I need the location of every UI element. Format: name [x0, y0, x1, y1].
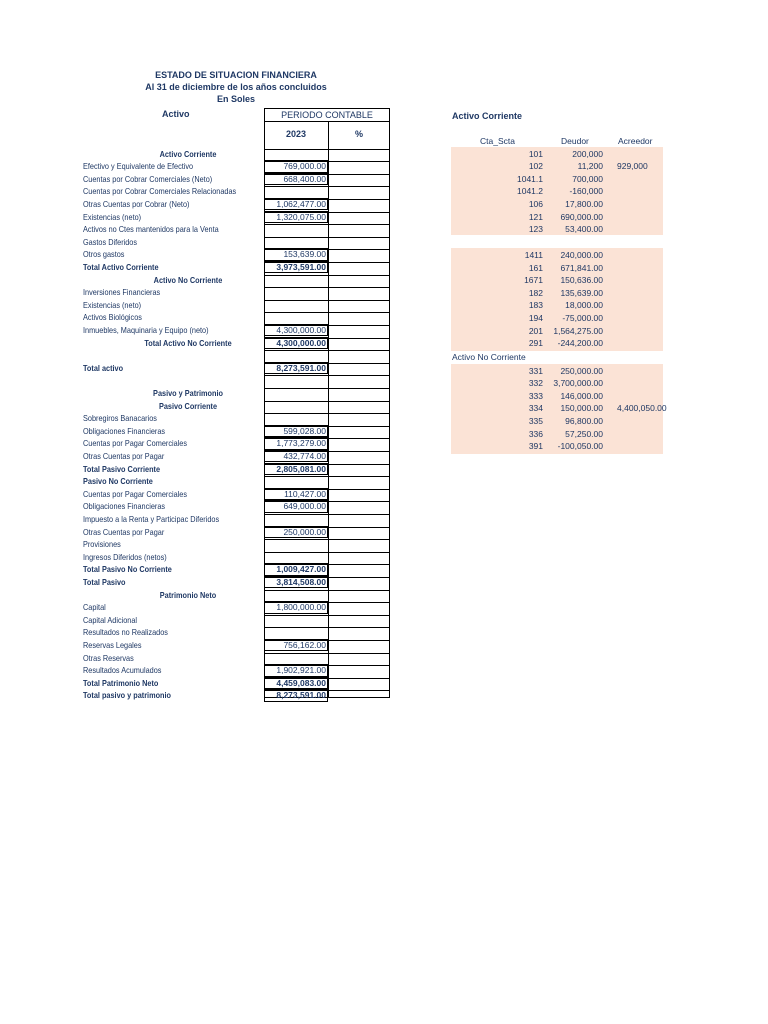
ledger-row: [451, 185, 663, 198]
row-value: 8,273,591.00: [276, 362, 326, 373]
ledger-row: [451, 312, 663, 325]
ledger-deudor: 96,800.00: [565, 415, 603, 426]
ledger-cuenta: 1041.2: [517, 186, 543, 197]
col-acreedor-header: Acreedor: [618, 136, 653, 146]
row-value: 4,459,083.00: [276, 677, 326, 688]
row-label: Inversiones Financieras: [83, 287, 161, 298]
ledger-row: [451, 377, 663, 390]
grid-row-line: [265, 275, 389, 288]
ledger-cuenta: 291: [528, 338, 543, 349]
grid-row-line: [265, 401, 389, 414]
row-label: Otras Reservas: [83, 652, 134, 663]
ledger-deudor: 150,000.00: [560, 403, 603, 414]
ledger-row: [451, 211, 663, 224]
row-value: 3,973,591.00: [276, 261, 326, 272]
row-label: Sobregiros Banacarios: [83, 413, 157, 424]
row-label: Total Activo Corriente: [83, 261, 159, 272]
ledger-row: [451, 325, 663, 338]
ledger-cuenta: 333: [528, 390, 543, 401]
ledger-acreedor: 929,000: [617, 161, 648, 172]
row-label: Total Activo No Corriente: [144, 337, 232, 348]
ledger-deudor: 150,636.00: [560, 275, 603, 286]
row-value: 1,062,477.00: [276, 198, 326, 209]
row-label: Existencias (neto): [83, 299, 142, 310]
ledger-row: [451, 148, 663, 161]
ledger-row: [451, 287, 663, 300]
ledger-cuenta: 194: [528, 313, 543, 323]
grid-row-line: [265, 388, 389, 401]
ledger-cuenta: 183: [528, 300, 543, 311]
ledger-deudor: -160,000: [569, 186, 603, 197]
ledger-cuenta: 1041.1: [517, 173, 543, 184]
ledger-row: [451, 198, 663, 211]
ledger-cuenta: 331: [528, 365, 543, 376]
ledger-deudor: 146,000.00: [560, 390, 603, 401]
report-currency: En Soles: [216, 94, 255, 104]
row-value: 4,300,000.00: [276, 324, 326, 335]
ledger-cuenta: 336: [528, 428, 543, 439]
row-value: 769,000.00: [283, 161, 326, 172]
ledger-row: [451, 160, 663, 173]
ledger-acreedor: 4,400,050.00: [617, 403, 667, 414]
row-value: 1,800,000.00: [276, 602, 326, 613]
ledger-deudor: 690,000.00: [560, 211, 603, 222]
ledger-deudor: 200,000: [572, 148, 603, 159]
year-header: 2023: [285, 129, 307, 139]
row-label: Pasivo y Patrimonio: [153, 387, 223, 398]
row-value: 649,000.00: [283, 501, 326, 512]
row-label: Total Pasivo Corriente: [83, 463, 161, 474]
row-label: Resultados no Realizados: [83, 627, 168, 638]
row-label: Cuentas por Pagar Comerciales: [83, 488, 188, 499]
row-label: Otros gastos: [83, 249, 125, 260]
ledger-cuenta: 121: [528, 211, 543, 222]
ledger-row: [451, 262, 663, 275]
row-label: Cuentas por Cobrar Comerciales (Neto): [83, 173, 213, 184]
ledger-row: [451, 415, 663, 428]
row-label: Obligaciones Financieras: [83, 425, 166, 436]
row-label: Activo No Corriente: [153, 274, 223, 285]
row-label: Cuentas por Cobrar Comerciales Relacionadas: [83, 186, 237, 197]
row-label: Activos no Ctes mantenidos para la Venta: [83, 224, 219, 235]
ledger-cuenta: 102: [528, 161, 543, 172]
ledger-row: [451, 249, 663, 262]
ledger-cuenta: 332: [528, 378, 543, 389]
row-label: Total Patrimonio Neto: [83, 677, 159, 688]
ledger-deudor: 17,800.00: [565, 198, 603, 209]
row-value: 1,902,921.00: [276, 665, 326, 676]
row-label: Impuesto a la Renta y Participac Diferidos: [83, 513, 220, 524]
ledger-row: [451, 223, 663, 236]
ledger-deudor: 3,700,000.00: [553, 378, 603, 389]
ledger-row: [451, 428, 663, 441]
row-label: Efectivo y Equivalente de Efectivo: [83, 161, 194, 172]
ledger-row: [451, 440, 663, 453]
row-value: 1,320,075.00: [276, 211, 326, 222]
ledger-cuenta: 182: [528, 287, 543, 298]
row-value: 756,162.00: [283, 639, 326, 650]
report-title: ESTADO DE SITUACION FINANCIERA: [155, 70, 317, 80]
row-value: 599,028.00: [283, 425, 326, 436]
percent-header: %: [354, 129, 363, 139]
ledger-cuenta: 1411: [524, 250, 543, 260]
grid-row-line: [265, 287, 389, 300]
row-value: 250,000.00: [283, 526, 326, 537]
row-label: Activos Biológicos: [83, 312, 142, 323]
ledger-row: [451, 274, 663, 287]
activo-heading: Activo: [162, 109, 190, 119]
ledger-row: [451, 337, 663, 350]
ledger-deudor: 671,841.00: [560, 262, 603, 273]
row-label: Resultados Acumulados: [83, 665, 162, 676]
ledger-cuenta: 335: [528, 415, 543, 426]
row-label: Otras Cuentas por Pagar: [83, 526, 165, 537]
ledger-deudor: -75,000.00: [562, 313, 603, 323]
row-value: 2,805,081.00: [276, 463, 326, 474]
row-label: Cuentas por Pagar Comerciales: [83, 438, 188, 449]
row-label: Otras Cuentas por Cobrar (Neto): [83, 198, 190, 209]
ledger-cuenta: 106: [528, 198, 543, 209]
row-label: Total activo: [83, 362, 124, 373]
row-label: Total pasivo y patrimonio: [83, 690, 172, 701]
row-label: Capital: [83, 602, 106, 613]
ledger-deudor: 1,564,275.00: [553, 325, 603, 336]
grid-row-line: [265, 375, 389, 388]
ledger-cuenta: 1671: [524, 275, 543, 286]
row-label: Patrimonio Neto: [159, 589, 217, 600]
report-subtitle: Al 31 de diciembre de los años concluidos: [145, 82, 327, 92]
row-value: 110,427.00: [284, 488, 326, 499]
row-value: 432,774.00: [283, 450, 326, 461]
row-value: 8,273,591.00: [276, 690, 326, 701]
ledger-cuenta: 334: [528, 403, 543, 414]
row-label: Ingresos Diferidos (netos): [83, 551, 167, 562]
row-label: Otras Cuentas por Pagar: [83, 450, 165, 461]
row-value: 668,400.00: [283, 173, 326, 184]
grid-row-line: [265, 615, 389, 628]
ledger-cuenta: 123: [528, 224, 543, 235]
ledger-row: [451, 390, 663, 403]
row-label: Reservas Legales: [83, 639, 142, 650]
row-value: 4,300,000.00: [276, 337, 326, 348]
row-label: Capital Adicional: [83, 614, 138, 625]
ledger-deudor: 250,000.00: [560, 365, 603, 376]
ledger-row: [451, 299, 663, 312]
row-label: Inmuebles, Maquinaria y Equipo (neto): [83, 324, 209, 335]
row-label: Existencias (neto): [83, 211, 142, 222]
row-label: Pasivo No Corriente: [83, 476, 153, 487]
row-label: Total Pasivo: [83, 576, 126, 587]
row-label: Obligaciones Financieras: [83, 501, 166, 512]
col-deudor-header: Deudor: [561, 136, 589, 146]
ledger-deudor: 135,639.00: [560, 287, 603, 298]
ledger-deudor: -100,050.00: [557, 441, 603, 452]
ledger-deudor: 53,400.00: [565, 224, 603, 235]
row-label: Pasivo Corriente: [158, 400, 218, 411]
ledger-row: [451, 173, 663, 186]
row-value: 1,773,279.00: [276, 438, 326, 449]
ledger-row: [451, 365, 663, 378]
row-value: 3,814,508.00: [276, 576, 326, 587]
ledger-deudor: 11,200: [577, 161, 603, 172]
ledger-deudor: 18,000.00: [565, 300, 603, 311]
row-value: 153,639.00: [283, 249, 326, 260]
row-label: Total Pasivo No Corriente: [83, 564, 172, 575]
ledger-deudor: -244,200.00: [557, 338, 603, 349]
ledger-cuenta: 101: [528, 148, 543, 159]
ledger-row: [451, 402, 667, 415]
grid-row-line: [265, 539, 389, 552]
grid-row-line: [265, 224, 389, 237]
right-section-title: Activo Corriente: [452, 111, 523, 121]
ledger-cuenta: 391: [528, 441, 543, 452]
header-rule: [264, 121, 390, 122]
ledger-cuenta: 201: [528, 325, 543, 336]
row-label: Provisiones: [83, 539, 121, 550]
right-sub-label: Activo No Corriente: [452, 352, 526, 362]
ledger-deudor: 700,000: [572, 173, 603, 184]
row-value: 1,009,427.00: [276, 564, 326, 575]
grid-row-line: [265, 300, 389, 313]
row-label: Gastos Diferidos: [83, 236, 138, 247]
ledger-cuenta: 161: [528, 262, 543, 273]
col-cuenta-header: Cta_Scta: [480, 136, 515, 146]
ledger-deudor: 57,250.00: [565, 428, 603, 439]
row-label: Activo Corriente: [159, 148, 217, 159]
ledger-deudor: 240,000.00: [560, 250, 603, 260]
periodo-contable-header: PERIODO CONTABLE: [281, 110, 373, 120]
